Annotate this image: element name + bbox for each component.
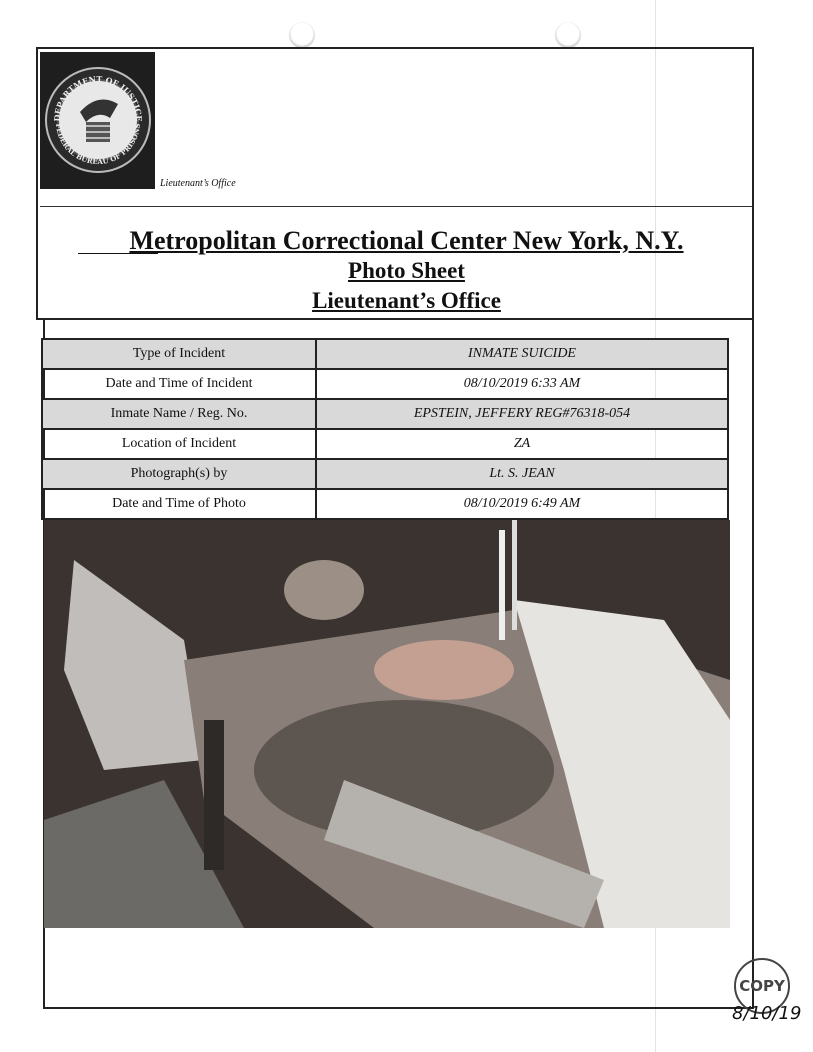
table-row [43,340,727,370]
row-label: Date and Time of Incident [43,370,317,398]
table-row [43,400,727,430]
row-label: Photograph(s) by [43,460,317,488]
office-title: Lieutenant’s Office [312,288,501,313]
row-label: Location of Incident [43,430,317,458]
row-value: ZA [513,436,531,451]
copy-stamp: COPY [734,958,790,1014]
frame-right-rule [752,320,754,1009]
facility-title: Metropolitan Correctional Center New York, N.Y. [129,226,684,255]
row-value: INMATE SUICIDE [317,340,727,368]
handwritten-date: 8/10/19 [732,1003,802,1024]
seal-bottom-text: FEDERAL BUREAU OF PRISONS [53,123,143,167]
bop-seal-logo [40,52,155,189]
table-row [43,430,727,460]
punch-hole-left [289,22,315,48]
incident-table [41,338,729,520]
row-value: 08/10/2019 6:33 AM [463,376,581,391]
row-value: Lt. S. JEAN [317,460,727,488]
table-row [43,370,727,400]
row-label: Type of Incident [43,340,317,368]
header-divider [40,206,753,207]
office-caption: Lieutenant’s Office [160,178,236,189]
row-value: EPSTEIN, JEFFERY REG#76318-054 [317,400,727,428]
frame-bottom-rule [43,1007,753,1009]
incident-photo [44,520,730,928]
sheet-title: Photo Sheet [348,258,465,283]
table-row [43,490,727,518]
row-value: 08/10/2019 6:49 AM [463,496,581,511]
table-row [43,460,727,490]
row-label: Inmate Name / Reg. No. [43,400,317,428]
punch-hole-right [555,22,581,48]
row-label: Date and Time of Photo [43,490,317,518]
seal-top-text: DEPARTMENT OF JUSTICE [51,73,145,122]
